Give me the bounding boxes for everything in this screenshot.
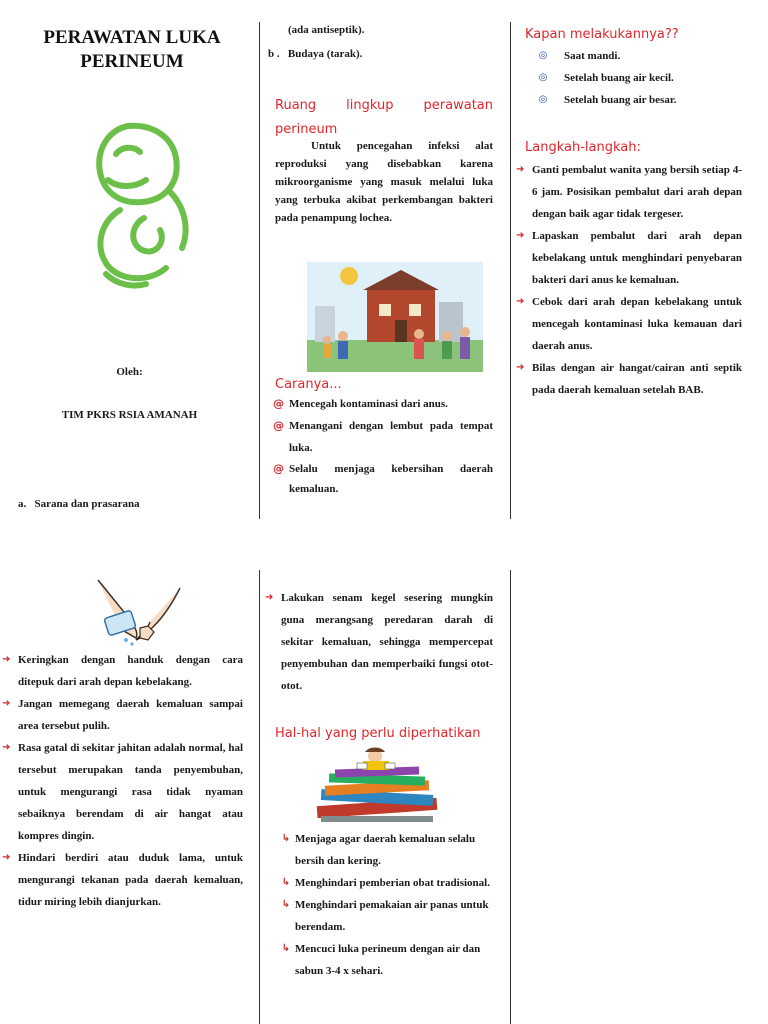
at-sign-icon: @ <box>273 397 284 410</box>
care-item: ➜ Keringkan dengan handuk dengan cara ditepuk dari arah depan kebelakang. <box>2 649 243 693</box>
hook-bullet-icon: ↳ <box>281 877 291 888</box>
steps-list <box>516 159 742 401</box>
panel-scope <box>259 0 510 520</box>
swirl-bullet-icon: ◎ <box>538 94 548 105</box>
swirl-bullet-icon: ◎ <box>538 50 548 61</box>
red-arrow-icon: ➜ <box>516 164 525 175</box>
care-item: ➜ Hindari berdiri atau duduk lama, untuk mengurangi tekanan pada daerah kemaluan, tidur miring lebih dianjurkan. <box>2 847 243 913</box>
step-item: ➜ Cebok dari arah depan kebelakang untuk mencegah kontaminasi luka kemauan dari daerah anus. <box>516 291 742 357</box>
when-item: ◎ Setelah buang air besar. <box>536 89 746 111</box>
item-b <box>268 46 362 62</box>
red-arrow-icon: ➜ <box>516 230 525 241</box>
red-arrow-icon: ➜ <box>2 698 11 709</box>
when-heading: Kapan melakukannya?? <box>525 27 679 42</box>
footer-marker: a. <box>18 498 27 510</box>
continued-text: (ada antiseptik). <box>288 24 365 36</box>
care-item: ➜ Jangan memegang daerah kemaluan sampai area tersebut pulih. <box>2 693 243 737</box>
at-sign-icon: @ <box>273 462 284 475</box>
scope-heading-word-2: lingkup <box>346 98 394 113</box>
method-heading: Caranya... <box>275 377 342 392</box>
hook-bullet-icon: ↳ <box>281 943 291 954</box>
kegel-list <box>265 587 493 697</box>
method-item: @ Mencegah kontaminasi dari anus. <box>273 393 493 415</box>
by-label: Oleh: <box>116 366 143 378</box>
when-list <box>536 45 746 111</box>
method-item: @ Selalu menjaga kebersihan daerah kemaluan. <box>273 459 493 499</box>
page-title-line2: PERINEUM <box>80 51 184 72</box>
when-item: ◎ Setelah buang air kecil. <box>536 67 746 89</box>
panel-notes <box>259 560 510 1024</box>
author-team: TIM PKRS RSIA AMANAH <box>61 409 198 421</box>
care-list <box>2 649 243 913</box>
notes-list <box>279 828 493 982</box>
notes-heading: Hal-hal yang perlu diperhatikan <box>275 726 481 741</box>
when-item: ◎ Saat mandi. <box>536 45 746 67</box>
method-item: @ Menangani dengan lembut pada tempat luka. <box>273 415 493 459</box>
notes-item: ↳ Menjaga agar daerah kemaluan selalu bersih dan kering. <box>279 828 493 872</box>
notes-item: ↳ Menghindari pemakaian air panas untuk berendam. <box>279 894 493 938</box>
panel1-footer-item <box>18 498 248 510</box>
swirl-bullet-icon: ◎ <box>538 72 548 83</box>
red-arrow-icon: ➜ <box>265 592 274 603</box>
method-list <box>273 393 493 499</box>
scope-heading-line2: perineum <box>275 122 338 137</box>
care-item: ➜ Rasa gatal di sekitar jahitan adalah normal, hal tersebut merupakan tanda penyembuhan, untuk mengurangi rasa tidak nyaman sebaiknya berendam di air hangat atau kompres dingin. <box>2 737 243 847</box>
item-b-text: Budaya (tarak). <box>287 48 363 60</box>
panel-care <box>0 560 259 1024</box>
reading-child-illustration <box>311 746 443 826</box>
panel-blank <box>510 560 768 1024</box>
hook-bullet-icon: ↳ <box>281 899 291 910</box>
notes-item: ↳ Mencuci luka perineum dengan air dan sabun 3-4 x sehari. <box>279 938 493 982</box>
community-illustration <box>307 262 483 372</box>
page-title <box>20 26 244 74</box>
red-arrow-icon: ➜ <box>2 742 11 753</box>
scope-heading <box>275 94 493 142</box>
step-item: ➜ Bilas dengan air hangat/cairan anti septik pada daerah kemaluan setelah BAB. <box>516 357 742 401</box>
red-arrow-icon: ➜ <box>516 296 525 307</box>
panel-steps <box>510 0 768 520</box>
red-arrow-icon: ➜ <box>2 654 11 665</box>
at-sign-icon: @ <box>273 419 284 432</box>
item-b-marker: b . <box>268 48 280 60</box>
footer-text: Sarana dan prasarana <box>34 498 140 510</box>
scope-heading-word-1: Ruang <box>275 98 317 113</box>
panel-cover <box>0 0 259 520</box>
mother-logo-icon <box>86 118 198 292</box>
red-arrow-icon: ➜ <box>2 852 11 863</box>
washing-hands-illustration <box>92 568 184 648</box>
scope-paragraph: Untuk pencegahan infeksi alat reproduksi yang disebabkan karena mikroorganisme yang masuk melalui luka yang terbuka akibat perkembangan bakteri pada penampung lochea. <box>275 140 493 224</box>
kegel-item: ➜ Lakukan senam kegel sesering mungkin guna merangsang peredaran darah di sekitar kemaluan, sehingga mempercepat penyembuhan dan memperbaiki fungsi otot-otot. <box>265 587 493 697</box>
hook-bullet-icon: ↳ <box>281 833 291 844</box>
step-item: ➜ Ganti pembalut wanita yang bersih setiap 4-6 jam. Posisikan pembalut dari arah depan dengan baik agar tidak tergeser. <box>516 159 742 225</box>
red-arrow-icon: ➜ <box>516 362 525 373</box>
scope-heading-word-3: perawatan <box>423 98 493 113</box>
steps-heading: Langkah-langkah: <box>525 140 641 155</box>
step-item: ➜ Lapaskan pembalut dari arah depan kebelakang untuk menghindari penyebaran bakteri dari anus ke kemaluan. <box>516 225 742 291</box>
page-title-line1: PERAWATAN LUKA <box>43 27 221 48</box>
notes-item: ↳ Menghindari pemberian obat tradisional. <box>279 872 493 894</box>
